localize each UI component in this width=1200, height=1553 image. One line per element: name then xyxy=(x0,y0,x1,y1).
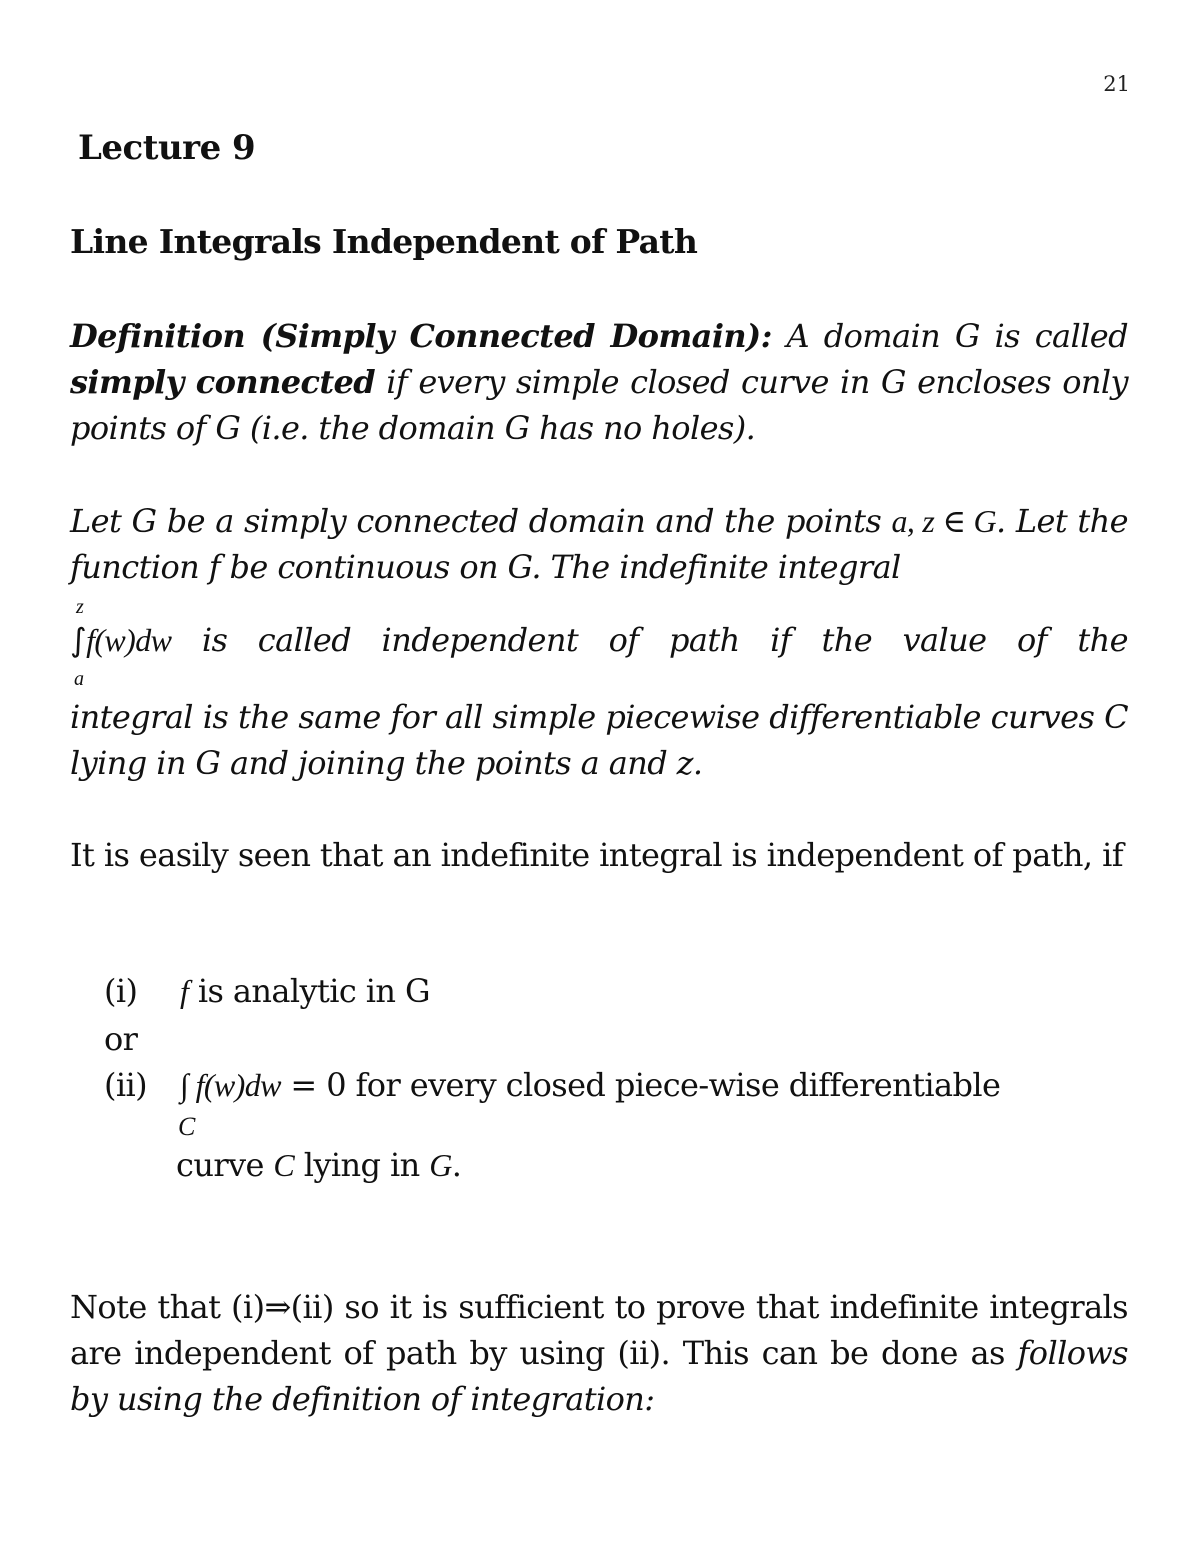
condition-2-body: = 0 for every closed piece-wise differentiable xyxy=(280,1066,1001,1104)
integral-text: is called independent of path if the value of the xyxy=(171,621,1128,659)
cond2-G: G xyxy=(429,1147,452,1183)
condition-2-integral: ∫ f(w)dw xyxy=(180,1067,281,1103)
points-math: a, z ∈ G xyxy=(891,503,997,539)
definition-label: Definition (Simply Connected Domain): xyxy=(70,317,772,355)
page-number: 21 xyxy=(1103,72,1130,96)
note-regular: Note that (i)⇒(ii) so it is sufficient to prove that indefinite integrals are independent of path by using (ii). This can be done as xyxy=(70,1288,1128,1372)
cond2-lying: lying in xyxy=(294,1146,430,1184)
condition-1-f: f xyxy=(180,973,189,1009)
definition-term: simply connected xyxy=(70,363,376,401)
condition-2-label: (ii) xyxy=(104,1066,148,1104)
let-line1-end: . Let the function f be continuous on G. The indefinite integral xyxy=(70,502,1128,586)
section-heading: Line Integrals Independent of Path xyxy=(70,222,698,261)
integral-symbol: ∫ xyxy=(70,621,87,659)
note-paragraph xyxy=(70,1284,1128,1422)
integral-upper-limit: z xyxy=(76,596,84,618)
condition-2-text xyxy=(180,1066,1000,1104)
condition-1-body: is analytic in G xyxy=(188,972,430,1010)
lecture-title: Lecture 9 xyxy=(78,128,256,168)
or-connector: or xyxy=(104,1020,138,1058)
cond2-period: . xyxy=(451,1146,462,1184)
cond2-C: C xyxy=(273,1147,295,1183)
easily-paragraph: It is easily seen that an indefinite integral is independent of path, if xyxy=(70,836,1123,874)
integral-lower-limit: a xyxy=(74,668,84,690)
let-line1: Let G be a simply connected domain and the points xyxy=(70,502,892,540)
condition-1-label: (i) xyxy=(104,972,138,1010)
definition-text-1: A domain G is called xyxy=(771,317,1128,355)
note-italic: follows by using the definition of integration: xyxy=(70,1334,1128,1418)
condition-2-subscript: C xyxy=(178,1112,196,1141)
let-continuation: integral is the same for all simple piecewise differentiable curves C lying in G and joining the points a and z. xyxy=(70,698,1128,782)
cond2-curve: curve xyxy=(176,1146,274,1184)
definition-text-2: if every simple closed curve in G encloses only points of G (i.e. the domain G has no holes). xyxy=(70,363,1129,447)
condition-2-continuation xyxy=(176,1146,461,1184)
condition-1-text xyxy=(180,972,430,1010)
definition-paragraph xyxy=(70,313,1128,451)
integrand: f(w)dw xyxy=(86,622,172,658)
integral-expression xyxy=(70,596,1128,691)
let-paragraph xyxy=(70,498,1128,590)
